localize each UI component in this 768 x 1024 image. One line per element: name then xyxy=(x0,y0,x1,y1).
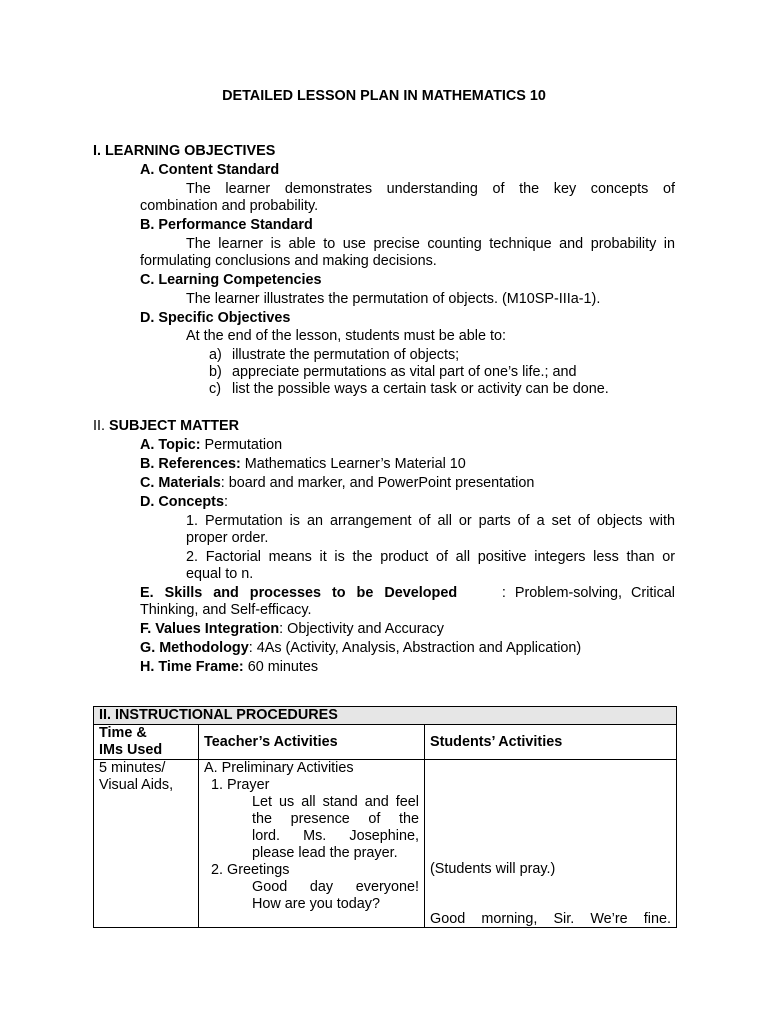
objective-item-marker: b) xyxy=(209,364,222,380)
concepts-colon: : xyxy=(223,494,228,510)
procedures-title: II. INSTRUCTIONAL PROCEDURES xyxy=(94,707,677,725)
materials-label: C. Materials xyxy=(140,475,221,491)
topic-label: A. Topic: xyxy=(140,437,201,453)
skills-value: : Problem-solving, Critical xyxy=(501,585,675,601)
skills-line2: Thinking, and Self-efficacy. xyxy=(140,602,312,618)
concept-2-line1: 2. Factorial means it is the product of all positive integers less than or xyxy=(186,549,675,565)
objective-item: appreciate permutations as vital part of one’s life.; and xyxy=(232,364,577,380)
performance-standard-text-line2: formulating conclusions and making decisions. xyxy=(140,253,437,269)
objective-item: illustrate the permutation of objects; xyxy=(232,347,460,363)
references-value: Mathematics Learner’s Material 10 xyxy=(244,456,466,472)
document-title: DETAILED LESSON PLAN IN MATHEMATICS 10 xyxy=(222,88,546,104)
subject-matter-title: SUBJECT MATTER xyxy=(109,418,240,434)
students-cell xyxy=(425,760,677,928)
materials-value: : board and marker, and PowerPoint presentation xyxy=(220,475,535,491)
greetings-text-1: Good day everyone! xyxy=(252,879,419,895)
concepts-label: D. Concepts xyxy=(140,494,224,510)
topic-line xyxy=(140,437,282,454)
values-value: : Objectivity and Accuracy xyxy=(279,621,444,637)
concept-2-line2: equal to n. xyxy=(186,566,254,582)
col-header-time xyxy=(94,725,199,760)
references-label: B. References: xyxy=(140,456,241,472)
time-cell xyxy=(94,760,199,928)
methodology-value: : 4As (Activity, Analysis, Abstraction and Application) xyxy=(248,640,582,656)
prayer-text-1: Let us all stand and feel xyxy=(252,794,419,810)
values-line xyxy=(140,621,444,638)
greetings-text-2: How are you today? xyxy=(252,896,380,912)
prayer-label: 1. Prayer xyxy=(211,777,270,793)
content-standard-text-line2: combination and probability. xyxy=(140,198,319,214)
competencies-text: The learner illustrates the permutation of objects. (M10SP-IIIa-1). xyxy=(186,291,601,307)
concept-1-line1: 1. Permutation is an arrangement of all or parts of a set of objects with xyxy=(186,513,675,529)
timeframe-line xyxy=(140,659,318,676)
col-header-time-line1: Time & xyxy=(99,725,147,741)
concept-1-line2: proper order. xyxy=(186,530,269,546)
prayer-text-3: lord. Ms. Josephine, xyxy=(252,828,419,844)
competencies-label: C. Learning Competencies xyxy=(140,272,322,288)
prayer-text-2: the presence of the xyxy=(252,811,419,827)
content-standard-text-line1: The learner demonstrates understanding of the key concepts of xyxy=(186,181,675,197)
timeframe-label: H. Time Frame: xyxy=(140,659,244,675)
values-label: F. Values Integration xyxy=(140,621,280,637)
specific-objectives-label: D. Specific Objectives xyxy=(140,310,291,326)
objective-item: list the possible ways a certain task or activity can be done. xyxy=(232,381,609,397)
col-header-students: Students’ Activities xyxy=(425,725,677,760)
objective-item-marker: a) xyxy=(209,347,222,363)
performance-standard-label: B. Performance Standard xyxy=(140,217,313,233)
methodology-label: G. Methodology xyxy=(140,640,249,656)
student-pray: (Students will pray.) xyxy=(430,861,556,877)
subject-matter-heading xyxy=(93,418,239,435)
time-line2: Visual Aids, xyxy=(99,777,174,793)
greetings-label: 2. Greetings xyxy=(211,862,290,878)
procedures-table xyxy=(93,706,677,928)
preliminary-heading: A. Preliminary Activities xyxy=(204,760,354,776)
specific-objectives-intro: At the end of the lesson, students must be able to: xyxy=(186,328,506,344)
prayer-text-4: please lead the prayer. xyxy=(252,845,398,861)
skills-line1 xyxy=(140,585,675,602)
methodology-line xyxy=(140,640,581,657)
materials-line xyxy=(140,475,534,492)
subject-matter-prefix: II. xyxy=(93,418,105,434)
timeframe-value: 60 minutes xyxy=(243,659,319,675)
col-header-teacher: Teacher’s Activities xyxy=(199,725,425,760)
topic-value: Permutation xyxy=(204,437,283,453)
concepts-line xyxy=(140,494,228,511)
time-line1: 5 minutes/ xyxy=(99,760,166,776)
skills-label: E. Skills and processes to be Developed xyxy=(140,585,458,601)
objectives-heading: I. LEARNING OBJECTIVES xyxy=(93,143,276,159)
col-header-time-line2: IMs Used xyxy=(99,742,163,758)
objective-item-marker: c) xyxy=(209,381,221,397)
content-standard-label: A. Content Standard xyxy=(140,162,280,178)
performance-standard-text-line1: The learner is able to use precise counting technique and probability in xyxy=(186,236,675,252)
references-line xyxy=(140,456,466,473)
teacher-cell xyxy=(199,760,425,928)
student-greet: Good morning, Sir. We’re fine. xyxy=(430,911,671,927)
